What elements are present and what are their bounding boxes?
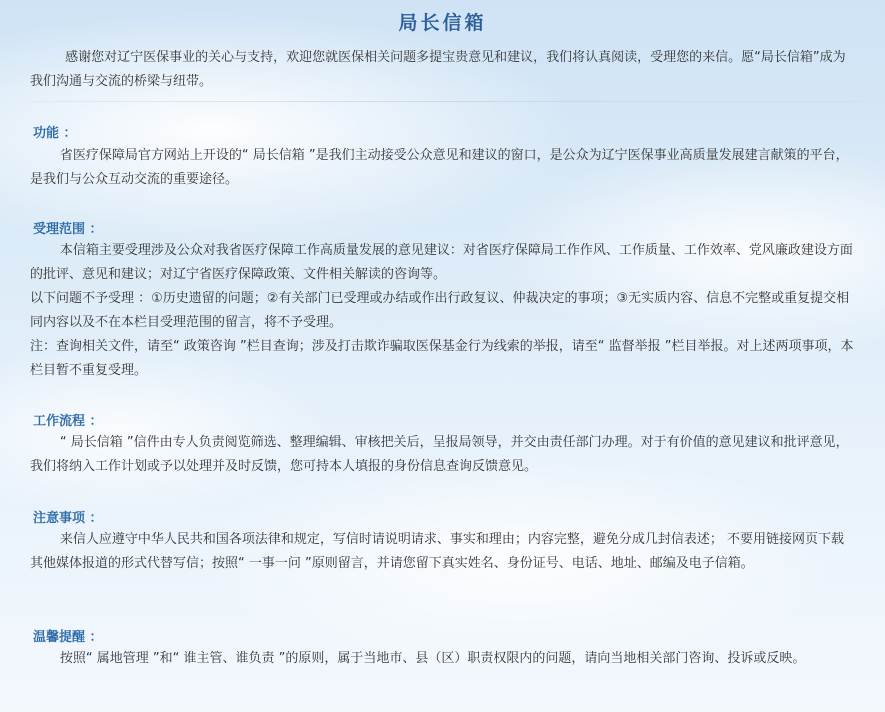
- section-heading-function: 功能 ：: [33, 126, 77, 141]
- section-text-scope-note: 注：查询相关文件，请至“ 政策咨询 ”栏目查询；涉及打击欺诈骗取医保基金行为线索的举报，请至“ 监督举报 ”栏目举报。对上述两项事项，本栏目暂不重复受理。: [30, 339, 854, 378]
- section-text-workflow: “ 局长信箱 ”信件由专人负责阅览筛选、整理编辑、审核把关后，呈报局领导，并交由责任部门办理。对于有价值的意见建议和批评意见，我们将纳入工作计划或予以处理并及时反馈，您可持本人填报的身份信息查询反馈意见。: [30, 435, 849, 474]
- section-heading-reminder: 温馨提醒 ：: [33, 630, 103, 645]
- section-heading-workflow: 工作流程 ：: [33, 414, 103, 429]
- section-text-notice: 来信人应遵守中华人民共和国各项法律和规定，写信时请说明请求、事实和理由；内容完整，避免分成几封信表述； 不要用链接网页下载其他媒体报道的形式代替写信；按照“ 一事一问 ”原则留言，并请您留下真实姓名、身份证号、电话、地址、邮编及电子信箱。: [30, 532, 845, 571]
- section-text-function: 省医疗保障局官方网站上开设的“ 局长信箱 ”是我们主动接受公众意见和建议的窗口，是公众为辽宁医保事业高质量发展建言献策的平台，是我们与公众互动交流的重要途径。: [30, 148, 849, 187]
- section-heading-scope: 受理范围 ：: [33, 222, 103, 237]
- section-text-scope-main: 本信箱主要受理涉及公众对我省医疗保障工作高质量发展的意见建议：对省医疗保障局工作作风、工作质量、工作效率、党风廉政建设方面的批评、意见和建议；对辽宁省医疗保障政策、文件相关解读的咨询等。: [30, 243, 853, 282]
- section-text-scope-excluded: 以下问题不予受理 ：①历史遗留的问题；②有关部门已受理或办结或作出行政复议、仲裁决定的事项；③无实质内容、信息不完整或重复提交相同内容以及不在本栏目受理范围的留言，将不予受理。: [30, 291, 850, 330]
- divider: [30, 101, 862, 102]
- intro-text: 感谢您对辽宁医保事业的关心与支持，欢迎您就医保相关问题多提宝贵意见和建议，我们将认真阅读，受理您的来信。愿“局长信箱”成为我们沟通与交流的桥梁与纽带。: [30, 50, 846, 89]
- section-text-reminder: 按照“ 属地管理 ”和“ 谁主管、谁负责 ”的原则，属于当地市、县（区）职责权限内的问题，请向当地相关部门咨询、投诉或反映。: [59, 651, 806, 666]
- section-heading-notice: 注意事项 ：: [33, 511, 103, 526]
- page-title: 局长信箱: [398, 12, 487, 34]
